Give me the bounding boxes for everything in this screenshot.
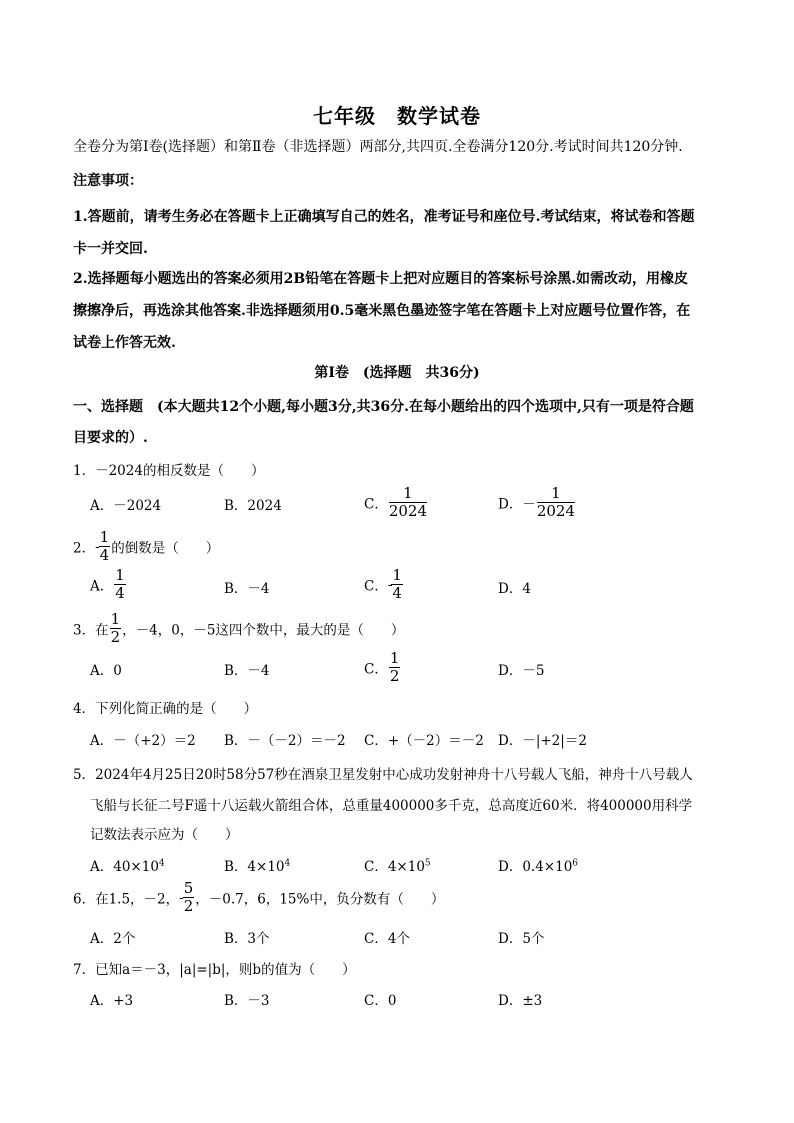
q3-option-d: D．－5 — [498, 663, 545, 679]
q5-option-c: C．$4\times 10^5$ — [364, 858, 431, 875]
section-1-title: 第Ⅰ卷 (选择题 共36分) — [314, 365, 480, 381]
q3-option-a: A．0 — [90, 663, 122, 679]
question-5-line-3: 记数法表示应为（ ） — [90, 827, 239, 843]
fraction: $\frac{5}{2}$ — [183, 879, 194, 915]
part-1-heading-line-1: 一、选择题 (本大题共12个小题,每小题3分,共36分.在每小题给出的四个选项中,只有一项是符合题 — [73, 399, 694, 415]
q6-option-d: D．5个 — [498, 931, 545, 947]
q7-option-b: B．－3 — [224, 993, 270, 1009]
q6-option-b: B．3个 — [224, 931, 270, 947]
q1-option-a: A．－2024 — [90, 498, 162, 514]
q4-option-d: D．－|+2|＝2 — [498, 733, 587, 749]
q1-option-b: B．2024 — [224, 498, 282, 514]
q4-option-c: C．+（－2）＝－2 — [364, 733, 484, 749]
fraction: $\frac{1}{2}$ — [389, 649, 400, 685]
fraction: $\frac{1}{4}$ — [392, 566, 402, 602]
page-title: 七年级 数学试卷 — [313, 104, 481, 128]
q2-option-a: A． $\frac{1}{4}$ — [90, 566, 125, 602]
question-1-stem: 1．－2024的相反数是（ ） — [73, 463, 265, 479]
q4-option-a: A．－（+2）＝2 — [90, 733, 196, 749]
q3-option-c: C． $\frac{1}{2}$ — [364, 649, 400, 685]
notes-heading: 注意事项： — [73, 173, 143, 189]
q1-option-c: C． $\frac{1}{2024}$ — [364, 484, 428, 520]
note-2-line-1: 2.选择题每小题选出的答案必须用2B铅笔在答题卡上把对应题目的答案标号涂黑.如需改动，用橡皮 — [73, 271, 689, 287]
q5-option-d: D．$0.4\times 10^6$ — [498, 858, 579, 875]
question-3-stem: 3．在 $\frac{1}{2}$ ，－4，0，－5这四个数中，最大的是（ ） — [73, 610, 405, 646]
q6-option-a: A．2个 — [90, 931, 136, 947]
note-1-line-2: 卡一并交回. — [73, 241, 148, 257]
fraction: $\frac{1}{4}$ — [115, 566, 125, 602]
question-6-stem: 6．在1.5，－2，- $\frac{5}{2}$ ，－0.7，6，15%中，负分数有（ ） — [73, 879, 445, 915]
exam-intro: 全卷分为第Ⅰ卷(选择题）和第Ⅱ卷（非选择题）两部分,共四页.全卷满分120分.考试时间共120分钟. — [73, 139, 683, 155]
q7-option-d: D．±3 — [498, 993, 543, 1009]
question-7-stem: 7．已知a＝－3，|a|=|b|，则b的值为（ ） — [73, 962, 356, 978]
q3-option-b: B．－4 — [224, 663, 270, 679]
part-1-heading-line-2: 目要求的）. — [73, 430, 148, 446]
q6-option-c: C．4个 — [364, 931, 410, 947]
q2-option-c: C．- $\frac{1}{4}$ — [364, 566, 402, 602]
q2-option-b: B．－4 — [224, 581, 270, 597]
q2-option-d: D．4 — [498, 581, 531, 597]
note-2-line-3: 试卷上作答无效. — [73, 335, 176, 351]
question-5-line-1: 5．2024年4月25日20时58分57秒在酒泉卫星发射中心成功发射神舟十八号载人飞船，神舟十八号载人 — [73, 767, 693, 783]
note-1-line-1: 1.答题前，请考生务必在答题卡上正确填写自己的姓名，准考证号和座位号.考试结束，将试卷和答题 — [73, 209, 695, 225]
question-5-line-2: 飞船与长征二号F遥十八运载火箭组合体，总重量400000多千克，总高度近60米．将400000用科学 — [90, 798, 693, 814]
q4-option-b: B．－（－2）＝－2 — [224, 733, 346, 749]
q7-option-c: C．0 — [364, 993, 397, 1009]
fraction: $\frac{1}{4}$ — [99, 528, 110, 564]
q5-option-a: A．$40\times 10^4$ — [90, 858, 165, 875]
q5-option-b: B．$4\times 10^4$ — [224, 858, 291, 875]
q7-option-a: A．+3 — [90, 993, 134, 1009]
fraction: $\frac{1}{2024}$ — [388, 484, 428, 520]
question-2-stem: 2．- $\frac{1}{4}$ 的倒数是（ ） — [73, 528, 220, 564]
q1-option-d: D．－ $\frac{1}{2024}$ — [498, 484, 576, 520]
fraction: $\frac{1}{2024}$ — [536, 484, 576, 520]
question-4-stem: 4．下列化简正确的是（ ） — [73, 701, 258, 717]
fraction: $\frac{1}{2}$ — [110, 610, 121, 646]
note-2-line-2: 擦擦净后，再选涂其他答案.非选择题须用0.5毫米黑色墨迹签字笔在答题卡上对应题号位置作答，在 — [73, 303, 691, 319]
